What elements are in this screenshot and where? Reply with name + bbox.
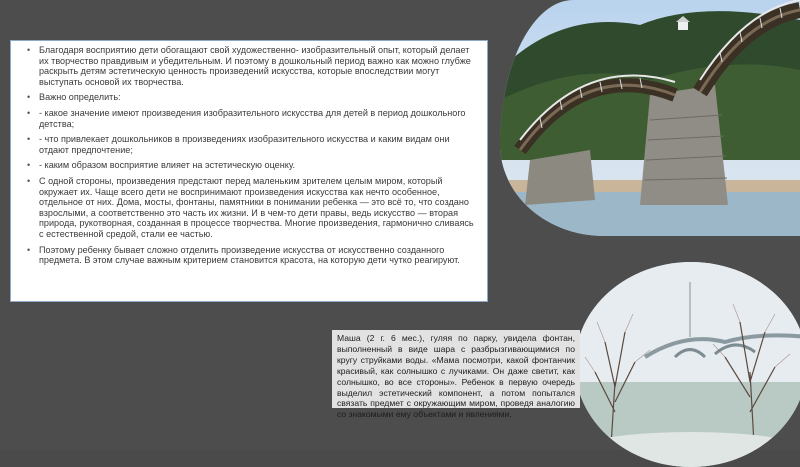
bullet-item: • Поэтому ребенку бывает сложно отделить произведение искусства от искусственно созданного предмета. В этом случае важным критерием становится красота, на которую дети чутко реагируют. [29,245,479,266]
bullet-item: • - какое значение имеют произведения изобразительного искусства для детей в период дошкольного детства; [29,108,479,129]
bullet-item: • - каким образом восприятие влияет на эстетическую оценку. [29,160,479,171]
example-caption-text: Маша (2 г. 6 мес.), гуляя по парку, увидела фонтан, выполненный в виде шара с разбрызгивающимися по кругу струйками воды. «Мама посмотри, какой фонтанчик красивый, как солнышко с лучиками. Он даже светит, как солнышко, во все стороны». Ребенок в первую очередь выделил эстетический компонент, а потом попытался связать предмет с окружающим миром, проведя аналогию со знакомыми ему объектами и явлениями. [337,333,575,420]
bridge-illustration [500,0,800,236]
example-caption-box [332,330,580,420]
bullet-list [29,45,479,266]
bullet-item: • Важно определить: [29,92,479,103]
winter-bridge-photo [575,262,800,467]
winter-illustration [575,262,800,467]
bullet-item: • С одной стороны, произведения предстают перед маленьким зрителем целым миром, который окружает их. Чаще всего дети не воспринимают произведения искусства как нечто особенное, отдельное от них. Дома, мосты, фонтаны, памятники в понимании ребенка — это всё то, что создано взрослыми, а соответственно это часть их жизни. И в чем-то дети правы, ведь искусство — вторая природа, рукотворная, созданная в процессе творчества. Многие произведения, гармонично сливаясь с естественной средой, стали ее частью. [29,176,479,240]
bridge-photo [500,0,800,236]
bullet-item: • - что привлекает дошкольников в произведениях изобразительного искусства и каким видам они отдают предпочтение; [29,134,479,155]
bullet-item: • Благодаря восприятию дети обогащают свой художественно- изобразительный опыт, который делает их творчество правдивым и убедительным. И поэтому в дошкольный период важно как можно глубже раскрыть детям эстетическую ценность произведений искусства, которые впоследствии могут выступать основой их творчества. [29,45,479,87]
text-panel [10,40,488,302]
